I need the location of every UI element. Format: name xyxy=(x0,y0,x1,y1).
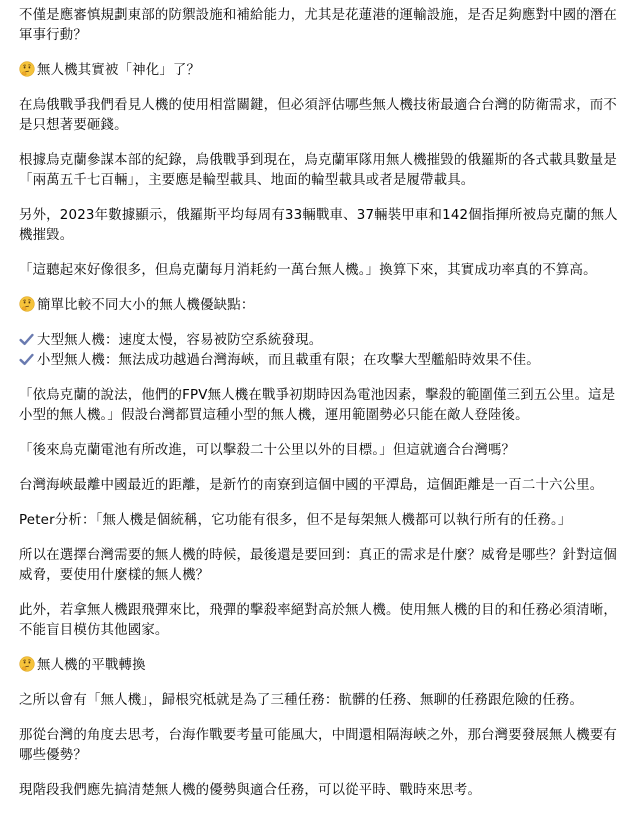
bullet-text: 大型無人機：速度太慢，容易被防空系統發現。 xyxy=(37,333,323,348)
thinking-face-icon xyxy=(19,296,35,312)
paragraph: 台灣海峽最離中國最近的距離，是新竹的南寮到這個中國的平潭島，這個距離是一百二十六公里。 xyxy=(19,478,604,493)
paragraph: 此外，若拿無人機跟飛彈來比，飛彈的擊殺率絕對高於無人機。使用無人機的目的和任務必須清晰，不能盲目模仿其他國家。 xyxy=(19,603,617,638)
thinking-face-icon xyxy=(19,656,35,672)
check-mark-icon xyxy=(19,332,34,347)
paragraph: 現階段我們應先搞清楚無人機的優勢與適合任務，可以從平時、戰時來思考。 xyxy=(19,783,482,798)
paragraph: 另外，2023年數據顯示，俄羅斯平均每周有33輛戰車、37輛裝甲車和142個指揮所被烏克蘭的無人機摧毀。 xyxy=(19,208,618,243)
check-mark-icon xyxy=(19,352,34,367)
heading-text: 無人機的平戰轉換 xyxy=(37,658,146,673)
thinking-face-icon xyxy=(19,61,35,77)
paragraph: Peter分析：「無人機是個統稱，它功能有很多，但不是每架無人機都可以執行所有的任務。」 xyxy=(19,513,572,528)
heading-text: 簡單比較不同大小的無人機優缺點： xyxy=(37,298,255,313)
paragraph: 那從台灣的角度去思考，台海作戰要考量可能風大，中間還相隔海峽之外，那台灣要發展無人機要有哪些優勢？ xyxy=(19,728,617,763)
section-heading-transition xyxy=(19,656,622,676)
paragraph-quote: 「這聽起來好像很多，但烏克蘭每月消耗約一萬台無人機。」換算下來，其實成功率真的不算高。 xyxy=(19,263,597,278)
paragraph: 「後來烏克蘭電池有所改進，可以擊殺二十公里以外的目標。」但這就適合台灣嗎？ xyxy=(19,443,516,458)
heading-text: 無人機其實被「神化」了？ xyxy=(37,63,201,78)
bullet-large-drone xyxy=(19,331,622,351)
paragraph: 「依烏克蘭的說法，他們的FPV無人機在戰爭初期時因為電池因素，擊殺的範圍僅三到五公里。這是小型的無人機。」假設台灣都買這種小型的無人機，運用範圍勢必只能在敵人登陸後。 xyxy=(19,388,616,423)
bullet-small-drone xyxy=(19,351,622,371)
paragraph: 所以在選擇台灣需要的無人機的時候，最後還是要回到：真正的需求是什麼？威脅是哪些？針對這個威脅，要使用什麼樣的無人機？ xyxy=(19,548,617,583)
paragraph: 之所以會有「無人機」，歸根究柢就是為了三種任務：骯髒的任務、無聊的任務跟危險的任務。 xyxy=(19,693,584,708)
bullet-text: 小型無人機：無法成功越過台灣海峽，而且載重有限；在攻擊大型艦船時效果不佳。 xyxy=(37,353,540,368)
section-heading-deified xyxy=(19,61,622,81)
paragraph: 在烏俄戰爭我們看見人機的使用相當關鍵，但必須評估哪些無人機技術最適合台灣的防衛需求，而不是只想著要砸錢。 xyxy=(19,98,617,133)
section-heading-comparison xyxy=(19,296,622,316)
paragraph: 根據烏克蘭參謀本部的紀錄，烏俄戰爭到現在，烏克蘭軍隊用無人機摧毀的俄羅斯的各式載具數量是「兩萬五千七百輛」，主要應是輪型載具、地面的輪型載具或者是履帶載具。 xyxy=(19,153,617,188)
paragraph-intro: 不僅是應審慎規劃東部的防禦設施和補給能力，尤其是花蓮港的運輸設施，是否足夠應對中國的潛在軍事行動？ xyxy=(19,8,617,43)
